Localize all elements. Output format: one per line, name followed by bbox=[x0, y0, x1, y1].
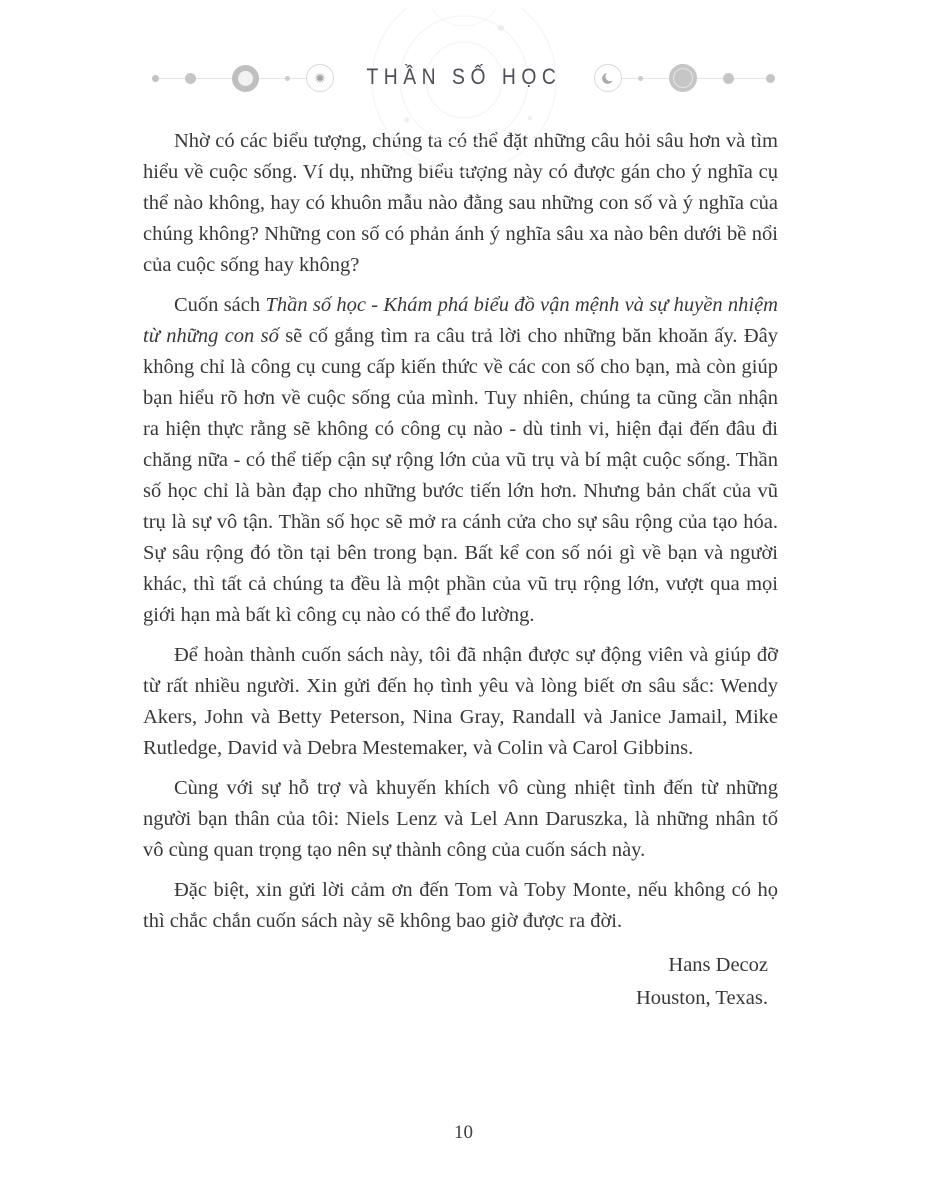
paragraph: Cùng với sự hỗ trợ và khuyến khích vô cùng nhiệt tình đến từ những người bạn thân của tôi: Niels Lenz và Lel Ann Daruszka, là những nhân tố vô cùng quan trọng tạo nên sự thành công của cuốn sách này. bbox=[143, 777, 778, 861]
dot-icon bbox=[766, 74, 775, 83]
ornament-line bbox=[643, 78, 669, 79]
ornament-line bbox=[196, 78, 232, 79]
disc-icon bbox=[669, 64, 697, 92]
dot-icon bbox=[185, 73, 196, 84]
dot-icon bbox=[152, 75, 159, 82]
header-ornament-right bbox=[594, 64, 775, 92]
sunburst-icon bbox=[306, 64, 334, 92]
paragraph: Để hoàn thành cuốn sách này, tôi đã nhận được sự động viên và giúp đỡ từ rất nhiều người. Xin gửi đến họ tình yêu và lòng biết ơn sâu sắc: Wendy Akers, John và Betty Peterson, Nina Gray, Randall và Janice Jamail, Mike Rutledge, David và Debra Mestemaker, và Colin và Carol Gibbins. bbox=[143, 644, 778, 759]
paragraph-rest: sẽ cố gắng tìm ra câu trả lời cho những băn khoăn ấy. Đây không chỉ là công cụ cung cấp kiến thức về các con số cho bạn, mà còn giúp bạn hiểu rõ hơn về cuộc sống của mình. Tuy nhiên, chúng ta cũng cần nhận ra hiện thực rằng sẽ không có công cụ nào - dù tinh vi, hiện đại đến đâu đi chăng nữa - có thể tiếp cận sự rộng lớn của vũ trụ và bí mật cuộc sống. Thần số học chỉ là bàn đạp cho những bước tiến lớn hơn. Nhưng bản chất của vũ trụ là sự vô tận. Thần số học sẽ mở ra cánh cửa cho sự sâu rộng của tạo hóa. Sự sâu rộng đó tồn tại bên trong bạn. Bất kể con số nói gì về bạn và người khác, thì tất cả chúng ta đều là một phần của vũ trụ rộng lớn, vượt qua mọi giới hạn mà bất kì công cụ nào có thể đo lường. bbox=[143, 325, 778, 626]
author-location: Houston, Texas. bbox=[636, 987, 768, 1009]
paragraph bbox=[143, 290, 778, 631]
book-title-italic: Thần số học - Khám phá biểu đồ vận mệnh và sự huyền nhiệm từ những con số bbox=[143, 294, 778, 347]
paragraph: Đặc biệt, xin gửi lời cảm ơn đến Tom và Toby Monte, nếu không có họ thì chắc chắn cuốn sách này sẽ không bao giờ được ra đời. bbox=[143, 879, 778, 932]
paragraph: Nhờ có các biểu tượng, chúng ta có thể đặt những câu hỏi sâu hơn và tìm hiểu về cuộc sống. Ví dụ, những biểu tượng này có được gán cho ý nghĩa cụ thể nào không, hay có khuôn mẫu nào đằng sau những con số và ý nghĩa của chúng không? Những con số có phản ánh ý nghĩa sâu xa nào bên dưới bề nổi của cuộc sống hay không? bbox=[143, 130, 778, 276]
page-header bbox=[0, 0, 927, 100]
ornament-line bbox=[259, 78, 285, 79]
crescent-moon-icon bbox=[594, 64, 622, 92]
ring-icon bbox=[232, 65, 259, 92]
ornament-line bbox=[290, 78, 306, 79]
paragraph-lead: Cuốn sách bbox=[174, 294, 266, 316]
page-number: 10 bbox=[454, 1122, 473, 1143]
ornament-line bbox=[734, 78, 766, 79]
page-body bbox=[143, 126, 778, 1015]
page-title: THẦN SỐ HỌC bbox=[366, 65, 562, 90]
signature-block bbox=[143, 949, 778, 1015]
header-ornament-left bbox=[152, 64, 334, 92]
ornament-line bbox=[159, 78, 185, 79]
ornament-line bbox=[622, 78, 638, 79]
dot-icon bbox=[723, 73, 734, 84]
ornament-line bbox=[697, 78, 723, 79]
author-name: Hans Decoz bbox=[668, 954, 768, 976]
